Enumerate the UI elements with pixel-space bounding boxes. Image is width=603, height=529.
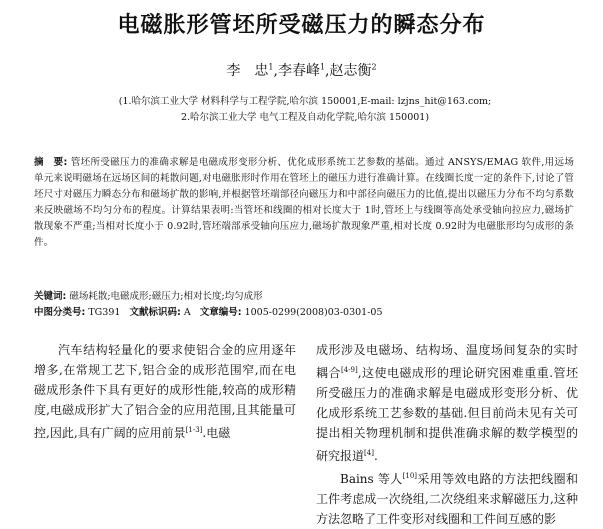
body-text: Bains 等人 (340, 472, 403, 486)
keywords-label: 关键词: (34, 291, 67, 302)
body-paragraph (316, 466, 578, 529)
body-paragraph (316, 340, 578, 466)
author-line (0, 60, 603, 80)
affiliation-1: (1.哈尔滨工业大学 材料科学与工程学院,哈尔滨 150001,E-mail: lzjns_hit@163.com; (118, 96, 492, 107)
classification-line (34, 306, 574, 320)
doc-code-label: 文献标识码: (129, 307, 181, 318)
author-name: 赵志衡 (329, 63, 372, 79)
body-text: . (373, 449, 378, 463)
body-text: ,这使电磁成形的理论研究困难重重.管坯所受磁压力的准确求解是电磁成形变形分析、优化成形系统工艺参数的基础.但目前尚未见有关可提出相关物理机制和提供准确求解的数学模型的研究报道 (316, 366, 578, 463)
keywords (34, 290, 574, 304)
article-number-value: 1005-0299(2008)03-0301-05 (244, 307, 383, 318)
author-name: 李 忠 (226, 63, 269, 79)
body-text: 采用等效电路的方法把线圈和工件考虑成一次绕组,二次绕组来求解磁压力,这种方法忽略了工件变形对线圈和工件间互感的影 (316, 472, 578, 526)
author-affiliation-mark: 1 (319, 62, 326, 72)
author-name: 李春峰 (277, 63, 320, 79)
author-separator: , (325, 63, 330, 79)
abstract-label: 摘 要: (34, 157, 68, 168)
body-column-left (34, 340, 296, 443)
body-text-tail: .电磁 (202, 426, 231, 440)
body-paragraph: 汽车结构轻量化的要求使铝合金的应用逐年增多,在常规工艺下,铝合金的成形范围窄,而在电磁成形条件下具有更好的成形性能,较高的成形精度,电磁成形扩大了铝合金的应用范围,且其能量可控,因此,具有广阔的应用前景 (34, 343, 296, 440)
paper-title: 电磁胀形管坯所受磁压力的瞬态分布 (117, 12, 486, 38)
author-separator: , (273, 63, 278, 79)
author-affiliation-mark: 2 (371, 62, 377, 72)
abstract (34, 155, 574, 251)
body-text: 成形涉及电磁场、结构场、温度场间复杂的实时耦合 (316, 343, 578, 380)
abstract-text: 管坯所受磁压力的准确求解是电磁成形变形分析、优化成形系统工艺参数的基础。通过 ANSYS/EMAG 软件,用远场单元来说明磁场在远场区间的耗散问题,对电磁胀形时作用在管坯上的磁压力进行准确计算。在线圈长度一定的条件下,讨论了管坯尺寸对磁压力瞬态分布和磁场扩散的影响,并根据管坯端部径向磁压力和中部径向磁压力的比值,提出以磁压力分布不均匀系数来反映磁场不均匀分布的程度。计算结果表明:当管坯和线圈的相对长度大于 1时,管坯上与线圈等高处承受轴向拉应力,磁场扩散现象不严重;当相对长度小于 0.92时,管坯端部承受轴向压应力,磁场扩散现象严重,相对长度 0.92时为电磁胀形均匀成形的条件。 (34, 157, 574, 248)
clc-value: TG391 (88, 307, 121, 318)
citation: [1-3] (185, 426, 203, 434)
clc-label: 中图分类号: (34, 307, 86, 318)
author-affiliation-mark: 1 (268, 62, 274, 72)
doc-code-value: A (183, 307, 191, 318)
keywords-text: 磁场耗散;电磁成形;磁压力;相对长度;均匀成形 (69, 291, 263, 302)
citation: [4] (364, 449, 374, 457)
citation: [4-9] (340, 366, 358, 374)
body-column-right (316, 340, 578, 529)
citation: [10] (402, 472, 418, 480)
article-number-label: 文章编号: (199, 307, 242, 318)
affiliation-2: 2.哈尔滨工业大学 电气工程及自动化学院,哈尔滨 150001) (180, 112, 430, 123)
